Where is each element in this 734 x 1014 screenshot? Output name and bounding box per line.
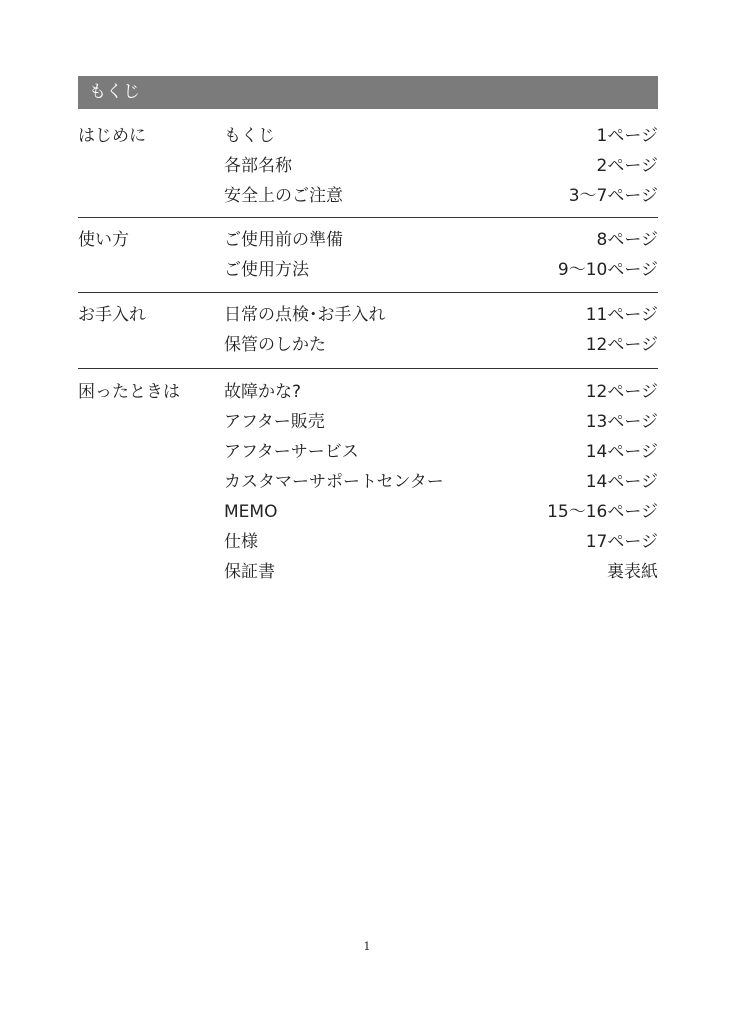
entry-title: 故障かな? xyxy=(224,382,302,402)
entry-title: 安全上のご注意 xyxy=(224,186,343,206)
toc-entry[interactable] xyxy=(224,255,658,285)
entry-page: 1ページ xyxy=(596,126,658,146)
toc-entry[interactable] xyxy=(224,225,658,255)
section-label: 使い方 xyxy=(78,230,129,250)
entry-page: 2ページ xyxy=(596,156,658,176)
entry-page: 17ページ xyxy=(585,532,658,552)
entry-page: 8ページ xyxy=(596,230,658,250)
entry-title: 日常の点検･お手入れ xyxy=(224,305,386,325)
entry-title: 保管のしかた xyxy=(224,335,326,355)
entry-page: 裏表紙 xyxy=(607,562,658,582)
entry-title: ご使用前の準備 xyxy=(224,230,343,250)
entry-title: アフター販売 xyxy=(224,412,325,432)
toc-entry[interactable] xyxy=(224,181,658,211)
toc-entry[interactable] xyxy=(224,437,658,467)
toc-header xyxy=(78,76,658,109)
toc-entry[interactable] xyxy=(224,527,658,557)
toc-entry[interactable] xyxy=(224,497,658,527)
entry-page: 9〜10ページ xyxy=(557,260,658,280)
section-entries xyxy=(224,300,658,360)
section-entries xyxy=(224,121,658,211)
entry-page: 13ページ xyxy=(585,412,658,432)
entry-page: 11ページ xyxy=(585,305,658,325)
toc-section-troubleshooting xyxy=(78,369,658,587)
section-label: はじめに xyxy=(78,126,146,146)
section-entries xyxy=(224,225,658,285)
page-number: 1 xyxy=(363,940,371,953)
entry-title: 各部名称 xyxy=(224,156,292,176)
toc-entry[interactable] xyxy=(224,330,658,360)
entry-page: 14ページ xyxy=(585,442,658,462)
entry-page: 3〜7ページ xyxy=(568,186,658,206)
entry-title: アフターサービス xyxy=(224,442,359,462)
entry-page: 12ページ xyxy=(585,382,658,402)
entry-title: ご使用方法 xyxy=(224,260,309,280)
toc-entry[interactable] xyxy=(224,377,658,407)
toc-entry[interactable] xyxy=(224,151,658,181)
toc-section-maintenance xyxy=(78,293,658,369)
section-label: 困ったときは xyxy=(78,382,180,402)
entry-title: MEMO xyxy=(224,502,278,522)
entry-title: 仕様 xyxy=(224,532,258,552)
table-of-contents xyxy=(78,121,658,587)
toc-entry[interactable] xyxy=(224,121,658,151)
toc-entry[interactable] xyxy=(224,407,658,437)
toc-entry[interactable] xyxy=(224,300,658,330)
entry-page: 12ページ xyxy=(585,335,658,355)
section-label: お手入れ xyxy=(78,305,146,325)
toc-section-introduction xyxy=(78,121,658,218)
entry-page: 15〜16ページ xyxy=(547,502,658,522)
entry-title: もくじ xyxy=(224,126,275,146)
toc-entry[interactable] xyxy=(224,467,658,497)
section-entries xyxy=(224,377,658,587)
entry-page: 14ページ xyxy=(585,472,658,492)
entry-title: カスタマーサポートセンター xyxy=(224,472,444,492)
toc-entry[interactable] xyxy=(224,557,658,587)
toc-section-usage xyxy=(78,218,658,293)
toc-header-title: もくじ xyxy=(89,82,140,102)
entry-title: 保証書 xyxy=(224,562,275,582)
